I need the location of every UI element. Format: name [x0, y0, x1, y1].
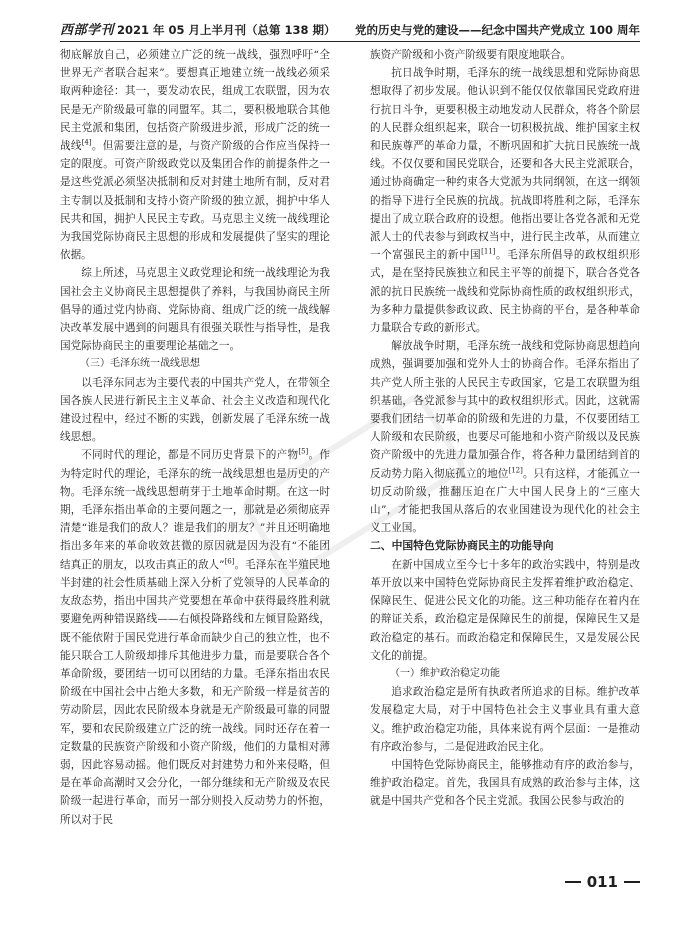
section-heading: 二、中国特色党际协商民主的功能导向	[370, 539, 554, 553]
page-number: 011	[586, 873, 618, 891]
issue-info: 2021 年 05 月上半月刊（总第 138 期）	[117, 23, 336, 37]
running-header	[60, 14, 640, 42]
paragraph: 追求政治稳定是所有执政者所追求的目标。维护改革发展稳定大局，对于中国特色社会主义事业具有重大意义。维护政治稳定功能，具体来说有两个层面：一是推动有序政治参与，二是促进政治民主化。	[370, 686, 640, 753]
paragraph: 综上所述，马克思主义政党理论和统一战线理论为我国社会主义协商民主思想提供了养料，与我国协商民主所倡导的通过党内协商、党际协商、组成广泛的统一战线解决改革发展中遇到的问题具有很强关联性与指导性，是我国党际协商民主的重要理论基础之一。	[60, 267, 330, 353]
footer-dash-right	[624, 881, 640, 883]
paragraph: 中国特色党际协商民主，能够推动有序的政治参与，维护政治稳定。首先，我国具有成熟的政治参与主体，这就是中国共产党和各个民主党派。我国公民参与政治的	[370, 758, 640, 808]
paragraph: 在新中国成立至今七十多年的政治实践中，特别是改革开放以来中国特色党际协商民主发挥着维护政治稳定、保障民生、促进公民文化的功能。这三种功能存在着内在的辩证关系，政治稳定是保障民生的前提，保障民生又是政治稳定的基石。而政治稳定和保障民生，又是发展公民文化的前提。	[370, 558, 640, 662]
right-column	[370, 46, 640, 811]
left-column	[60, 46, 330, 829]
header-left	[60, 19, 336, 38]
paragraph: 解放战争时期，毛泽东统一战线和党际协商思想趋向成熟，强调要加强和党外人士的协商合作。毛泽东指出了共产党人所主张的人民民主专政国家，它是工农联盟为组织基础，各党派参与其中的政权组织形式。因此，这就需要我们团结一切革命的阶级和先进的力量，不仅要团结工人阶级和农民阶级，也要尽可能地和小资产阶级以及民族资产阶级中的先进力量加强合作，将各种力量团结到首的反动势力陷入彻底孤立的地位[12]。只有这样，才能孤立一切反动阶级，推翻压迫在广大中国人民身上的“三座大山”，才能把我国从落后的农业国建设为现代化的社会主义工业国。	[370, 340, 641, 535]
journal-name: 西部学刊	[60, 23, 115, 38]
paragraph: 族资产阶级和小资产阶级要有限度地联合。	[370, 49, 572, 61]
paragraph: 以毛泽东同志为主要代表的中国共产党人，在带领全国各族人民进行新民主主义革命、社会主义改造和现代化建设过程中，经过不断的实践，创新发展了毛泽东统一战线思想。	[60, 376, 330, 444]
paragraph: 抗日战争时期，毛泽东的统一战线思想和党际协商思想取得了初步发展。他认识到不能仅仅依靠国民党政府进行抗日斗争，更要积极主动地发动人民群众，将各个阶层的人民群众组织起来，联合一切积极抗战、维护国家主权和民族尊严的革命力量，不断巩固和扩大抗日民族统一战线。不仅仅要和国民党联合，还要和各大民主党派联合，通过协商确定一种约束各大党派为共同纲领，在这一纲领的指导下进行全民族的抗战。抗战即将胜利之际，毛泽东提出了成立联合政府的设想。他指出要让各党各派和无党派人士的代表参与到政权当中，进行民主改革，从而建立一个富强民主的新中国[11]。毛泽东所倡导的政权组织形式，是在坚持民族独立和民主平等的前提下，联合各党各派的抗日民族统一战线和党际协商性质的政权组织形式，为多种力量提供参政议政、民主协商的平台，是各种革命力量联合专政的新形式。	[370, 67, 640, 335]
subsection-heading: （三）毛泽东统一战线思想	[80, 358, 200, 370]
footer-dash-left	[565, 881, 581, 883]
paragraph: 不同时代的理论，都是不同历史背景下的产物[5]。作为特定时代的理论，毛泽东的统一战线思想也是历史的产物。毛泽东统一战线思想萌芽于土地革命时期。在这一时期，毛泽东指出革命的主要问题之一，那就是必须彻底弄清楚“谁是我们的敌人？谁是我们的朋友？”并且还明确地指出多年来的革命收效甚微的原因就是因为没有“不能团结真正的朋友，以攻击真正的敌人”[6]。毛泽东在半殖民地半封建的社会性质基础上深入分析了党领导的人民革命的友敌态势，指出中国共产党要想在革命中获得最终胜利就要避免两种错误路线——右倾投降路线和左倾冒险路线，既不能依附于国民党进行革命而缺少自己的独立性，也不能只联合工人阶级却排斥其他进步力量，而是要联合各个革命阶级，要团结一切可以团结的力量。毛泽东指出农民阶级在中国社会中占绝大多数，和无产阶级一样是贫苦的劳动阶层，因此农民阶级本身就是无产阶级最可靠的同盟军，要和农民阶级建立广泛的统一战线。同时还存在着一定数量的民族资产阶级和小资产阶级，他们的力量相对薄弱，因此容易动摇。他们既反对封建势力和外来侵略，但是在革命高潮时又会分化，一部分继续和无产阶级及农民阶级一起进行革命，而另一部分则投入反动势力的怀抱，所以对于民	[60, 447, 330, 826]
page-footer	[565, 873, 640, 891]
column-title: 党的历史与党的建设——纪念中国共产党成立 100 周年	[354, 23, 640, 37]
paragraph: 彻底解放自己，必须建立广泛的统一战线，强烈呼吁“全世界无产者联合起来”。要想真正地建立统一战线必须采取两种途径：其一，要发动农民，组成工农联盟，因为农民是无产阶级最可靠的同盟军。其二，要积极地联合其他民主党派和集团，包括资产阶级进步派，形成广泛的统一战线[4]。但需要注意的是，与资产阶级的合作应当保持一定的限度。可资产阶级政党以及集团合作的前提条件之一是这些党派必须坚决抵制和反对封建土地所有制，反对君主专制以及抵制和支持小资产阶级的独立派，拥护中华人民共和国，拥护人民民主专政。马克思主义统一战线理论为我国党际协商民主思想的形成和发展提供了坚实的理论依据。	[60, 49, 331, 262]
subsection-heading: （一）维护政治稳定功能	[390, 667, 500, 679]
